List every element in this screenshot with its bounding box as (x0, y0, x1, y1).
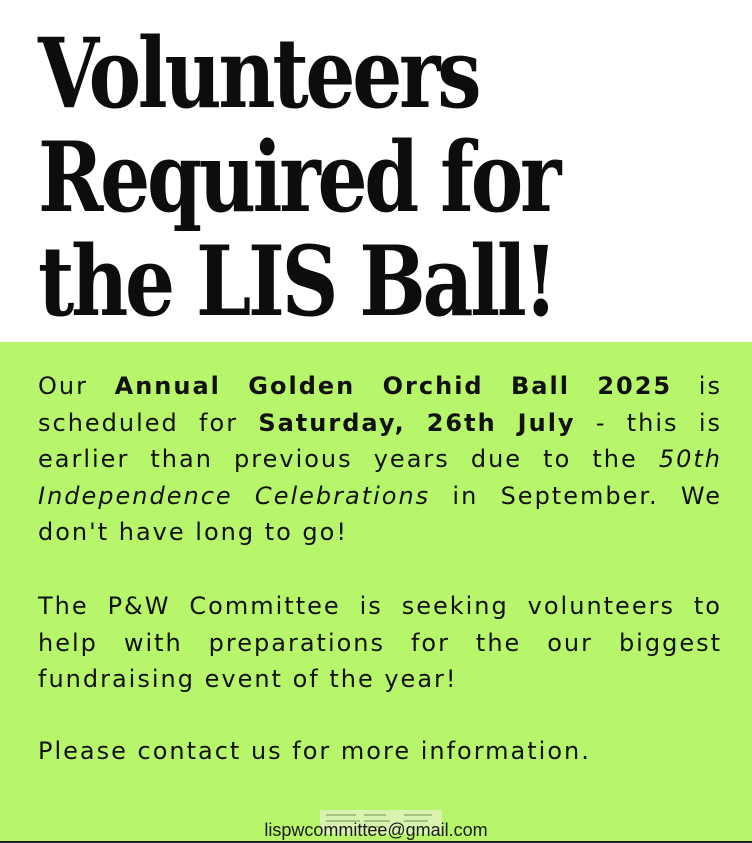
celebration-name: 50th Independence Celebrations (38, 445, 722, 510)
paragraph-text: in September. We don't have long to go! (38, 481, 722, 546)
header-section (0, 0, 752, 342)
title-line-1: Volunteers (38, 17, 479, 130)
title-line-2: Required for (38, 121, 559, 234)
page-title (38, 17, 612, 338)
paragraph-text: - this is earlier than previous years due to the (38, 408, 723, 473)
paragraph-contact: Please contact us for more information. (38, 737, 591, 765)
paragraph-text: is scheduled for (38, 372, 722, 437)
contact-email[interactable]: lispwcommittee@gmail.com (264, 820, 488, 840)
paragraph-volunteers: The P&W Committee is seeking volunteers to help with preparations for the our biggest fundraising event of the year! (38, 592, 722, 693)
paragraph-text: Our (38, 372, 115, 400)
title-line-3: the LIS Ball! (38, 225, 555, 338)
event-date: Saturday, 26th July (258, 408, 576, 437)
paragraph-event-details (38, 368, 722, 551)
event-name: Annual Golden Orchid Ball 2025 (114, 372, 673, 400)
